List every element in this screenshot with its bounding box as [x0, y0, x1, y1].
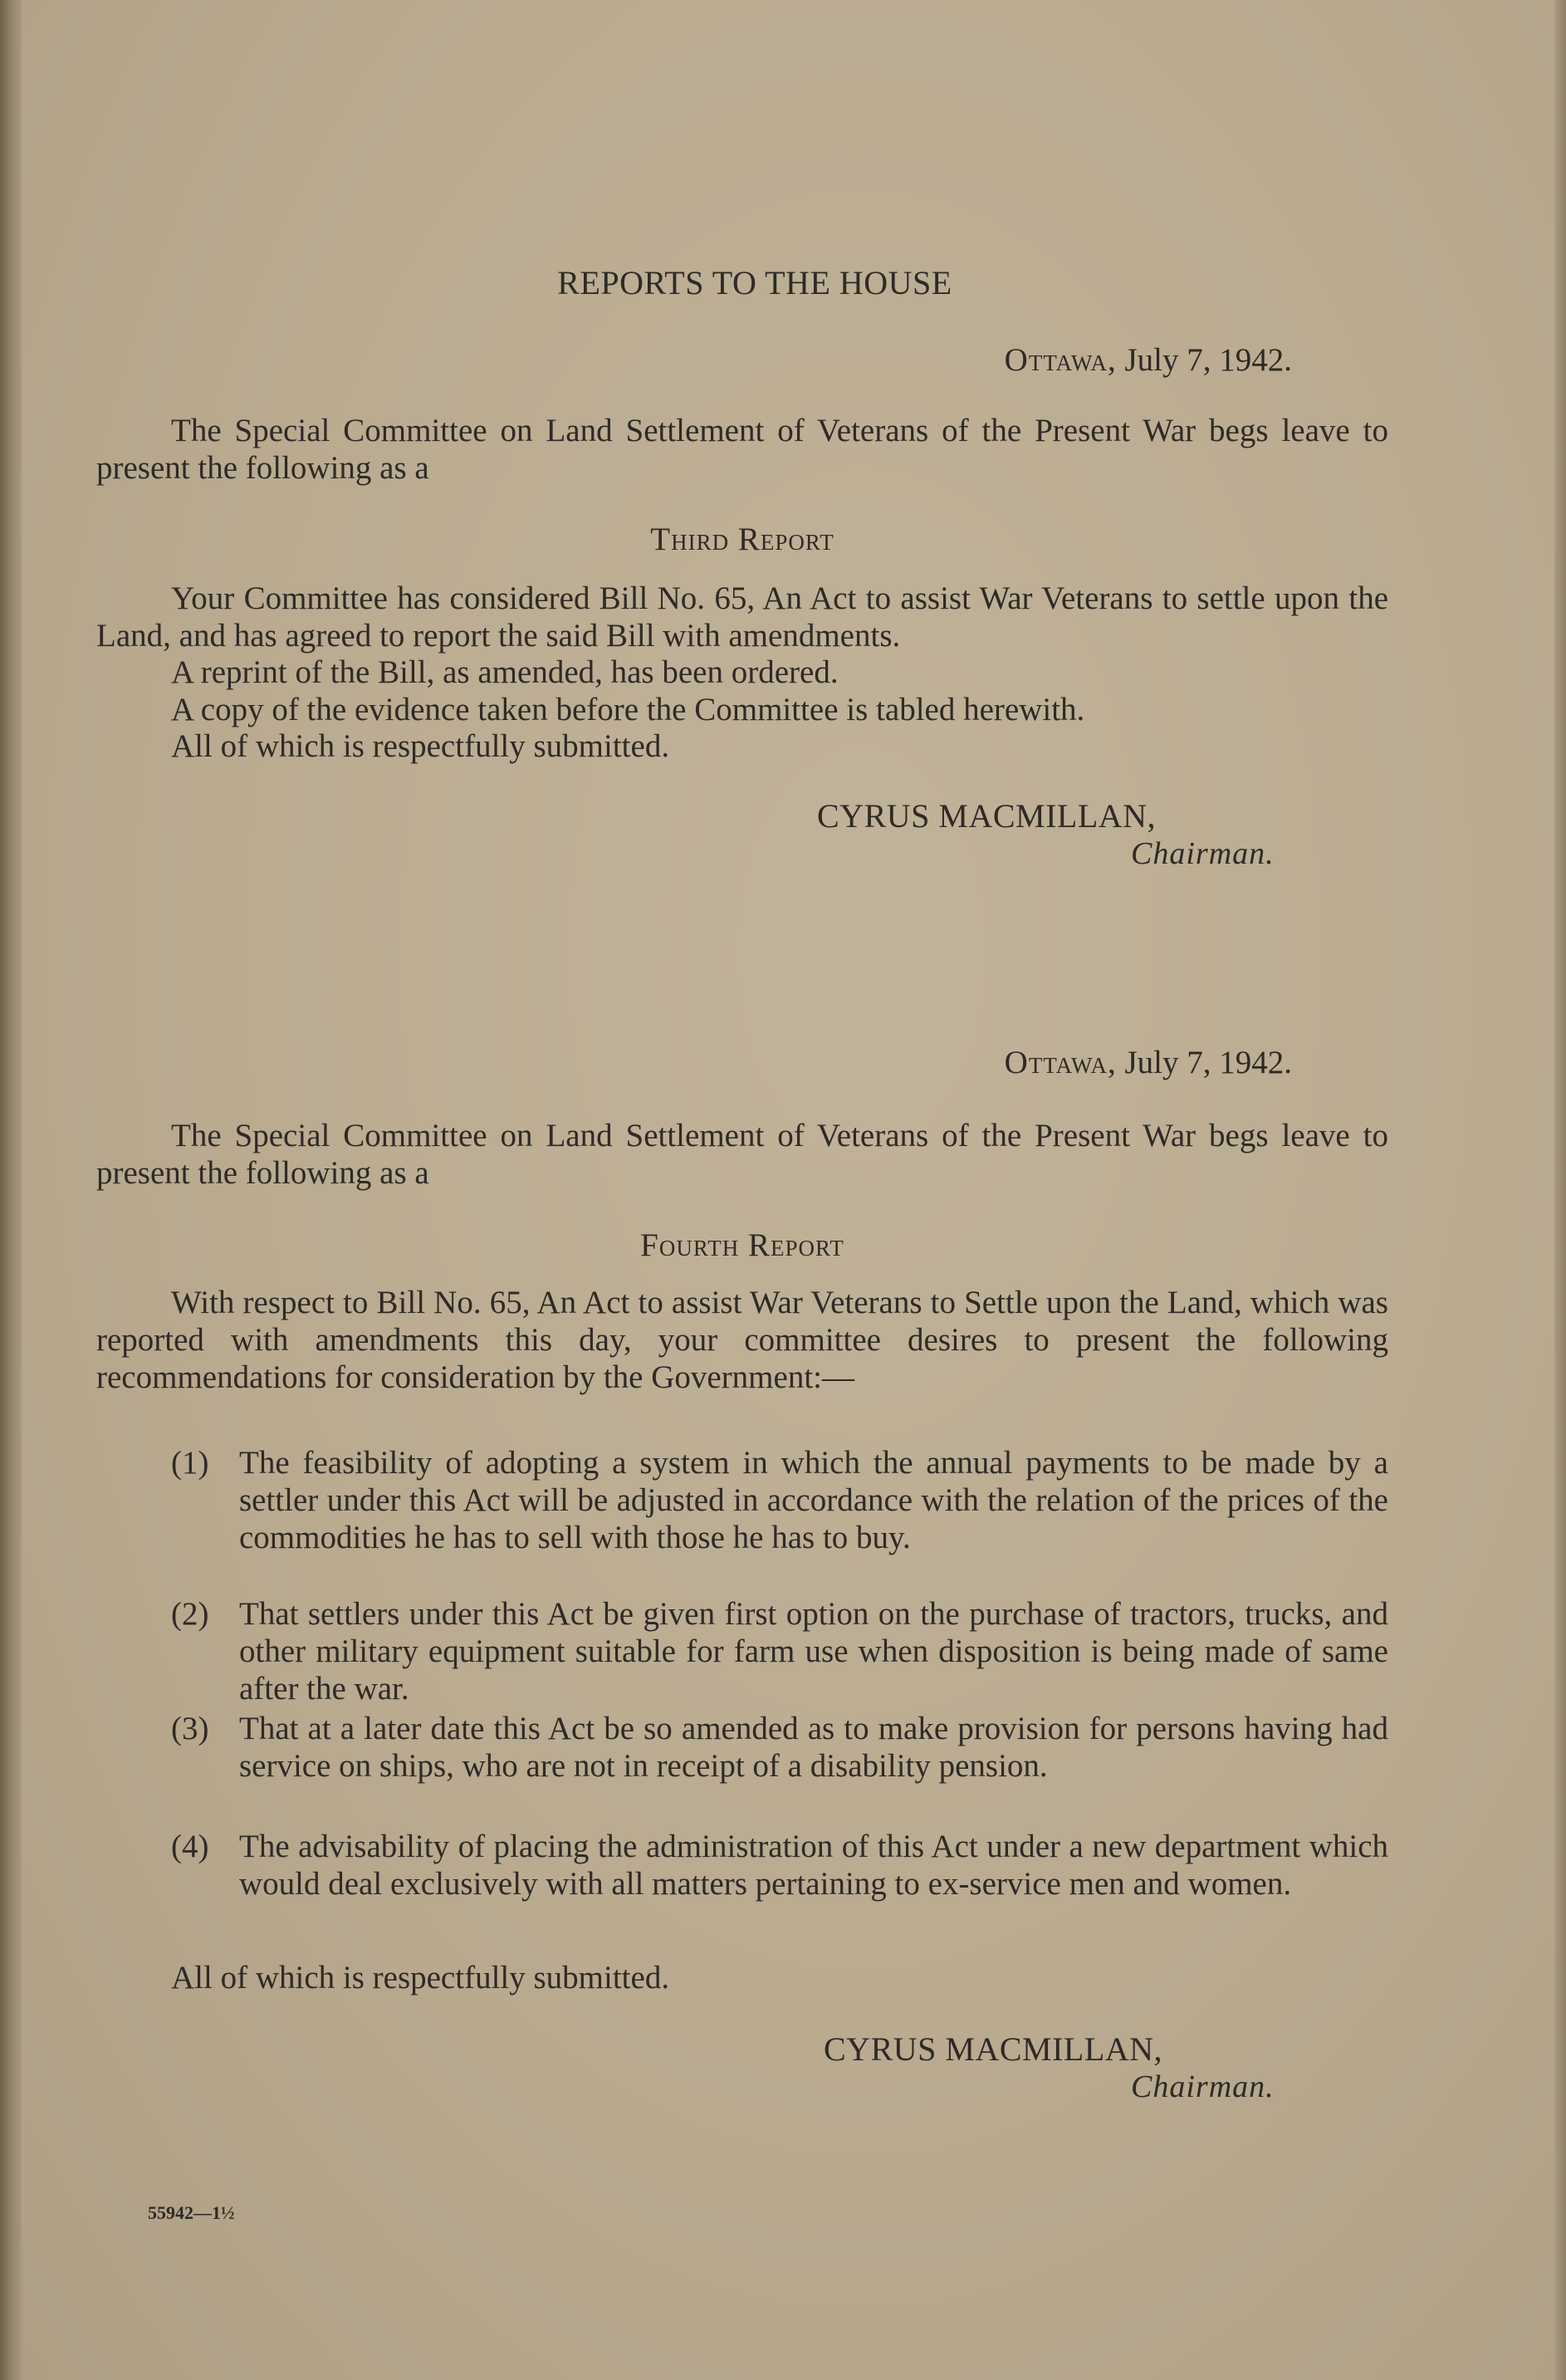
- third-report-reprint-line: A reprint of the Bill, as amended, has been ordered.: [171, 654, 839, 690]
- recommendation-number: (1): [171, 1445, 209, 1481]
- fourth-report-signature-name: CYRUS MACMILLAN,: [824, 2030, 1163, 2068]
- document-content: [96, 0, 1388, 2380]
- print-code-footnote: 55942—1½: [148, 2202, 235, 2223]
- third-report-signature-name: CYRUS MACMILLAN,: [817, 797, 1157, 835]
- fourth-report-intro: The Special Committee on Land Settlement of Veterans of the Present War begs leave to present the following as a: [96, 1118, 1388, 1191]
- main-heading: REPORTS TO THE HOUSE: [557, 264, 952, 301]
- fourth-report-date: July 7, 1942.: [1116, 1045, 1292, 1080]
- fourth-report-title: Fourth Report: [640, 1227, 844, 1263]
- recommendation-number: (3): [171, 1711, 209, 1746]
- third-report-signature-title: Chairman.: [1131, 836, 1275, 871]
- third-report-intro: The Special Committee on Land Settlement of Veterans of the Present War begs leave to present the following as a: [96, 413, 1388, 486]
- recommendation-text: The advisability of placing the administration of this Act under a new department which would deal exclusively with all matters pertaining to ex-service men and women.: [239, 1829, 1388, 1902]
- recommendation-number: (4): [171, 1829, 209, 1864]
- recommendation-text: That at a later date this Act be so amended as to make provision for persons having had service on ships, who are not in receipt of a disability pension.: [239, 1711, 1388, 1784]
- recommendation-number: (2): [171, 1596, 209, 1632]
- third-report-body: Your Committee has considered Bill No. 65, An Act to assist War Veterans to settle upon the Land, and has agreed to report the said Bill with amendments.: [96, 580, 1388, 654]
- recommendation-text: That settlers under this Act be given first option on the purchase of tractors, trucks, and other military equipment suitable for farm use when disposition is being made of same after the war.: [239, 1596, 1388, 1707]
- third-report-dateline: [1005, 341, 1292, 379]
- page-edge-shadow: [1554, 0, 1566, 2380]
- fourth-report-body: With respect to Bill No. 65, An Act to assist War Veterans to Settle upon the Land, which was reported with amendments this day, your committee desires to present the following recommendations for consideration by the Government:—: [96, 1285, 1388, 1395]
- third-report-copy-line: A copy of the evidence taken before the Committee is tabled herewith.: [171, 692, 1085, 727]
- third-report-title: Third Report: [650, 522, 834, 557]
- third-report-date-place: Ottawa,: [1004, 342, 1117, 378]
- fourth-report-date-place: Ottawa,: [1004, 1045, 1117, 1080]
- fourth-report-submitted-line: All of which is respectfully submitted.: [171, 1960, 670, 1996]
- recommendation-text: The feasibility of adopting a system in which the annual payments to be made by a settler under this Act will be adjusted in accordance with the relation of the prices of the commodities he has to sell with those he has to buy.: [239, 1445, 1388, 1555]
- book-spine-shadow: [0, 0, 22, 2380]
- third-report-submitted-line: All of which is respectfully submitted.: [171, 728, 670, 764]
- fourth-report-dateline: [1005, 1044, 1292, 1081]
- third-report-date: July 7, 1942.: [1116, 342, 1292, 378]
- fourth-report-signature-title: Chairman.: [1131, 2069, 1275, 2104]
